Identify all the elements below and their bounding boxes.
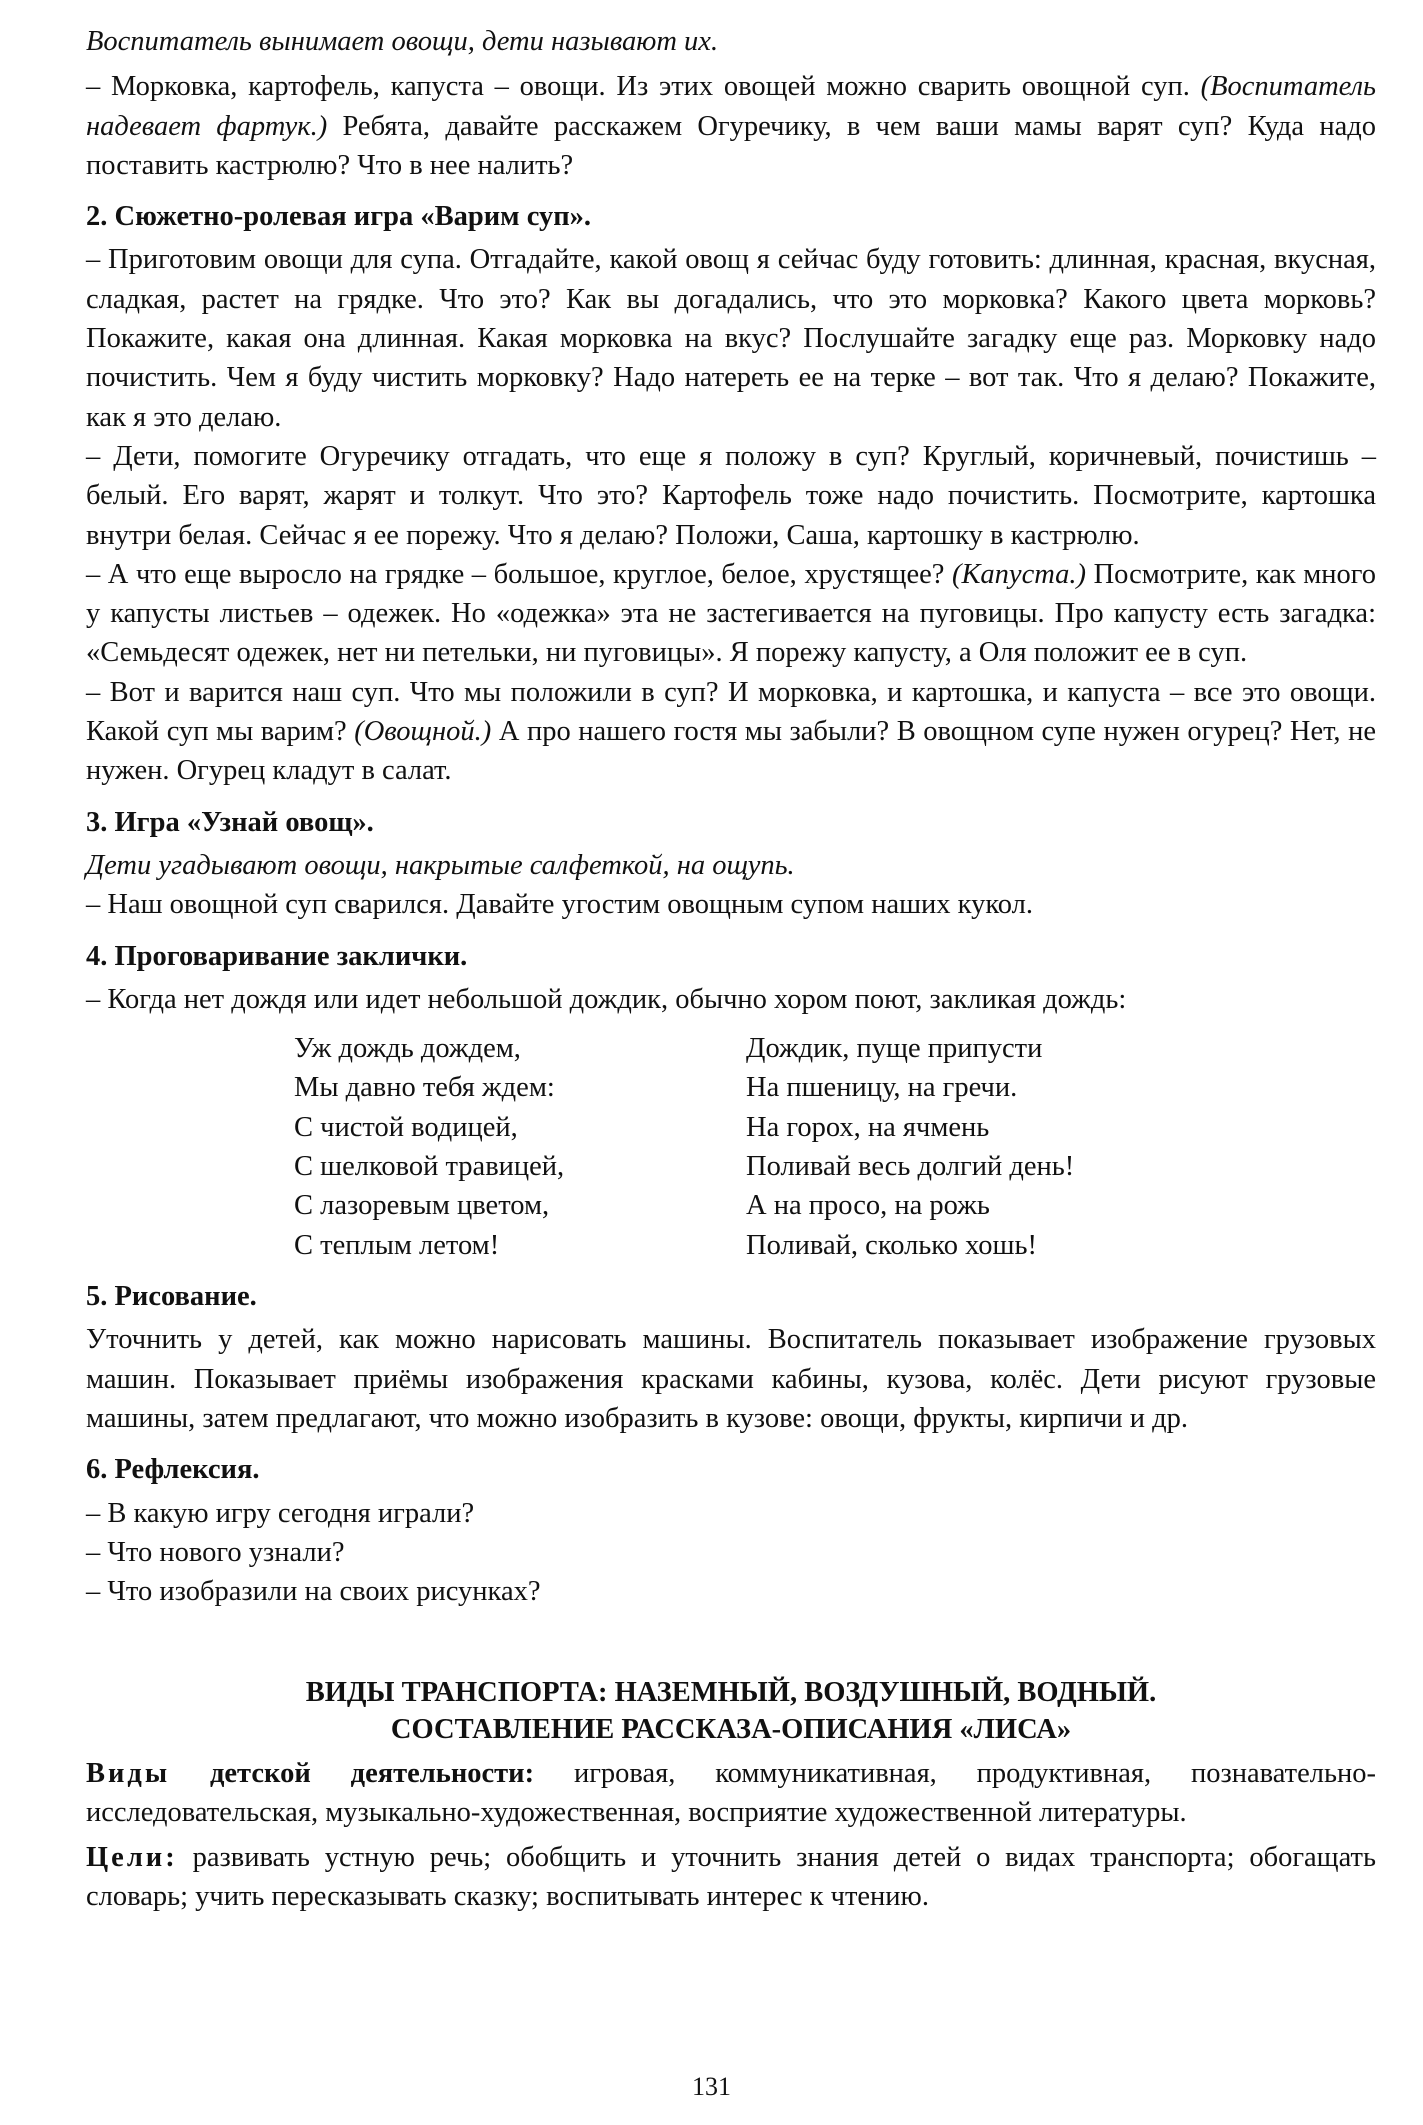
section-2-paragraph-3 (86, 555, 1376, 673)
section-2-paragraph-4 (86, 673, 1376, 791)
poem-line: С лазоревым цветом, (294, 1190, 550, 1222)
poem-right-column (746, 1029, 1074, 1265)
page-number: 131 (692, 2072, 731, 2101)
goals-paragraph (86, 1838, 1376, 1917)
s2p3-text-italic: (Капуста.) (952, 558, 1087, 590)
reflection-question-3: – Что изобразили на своих рисунках? (86, 1576, 541, 1608)
intro-italic-line: Воспитатель вынимает овощи, дети называют их. (86, 26, 719, 57)
poem-line: На горох, на ячмень (746, 1111, 990, 1143)
document-page (86, 22, 1376, 1917)
poem-line: Поливай, сколько хошь! (746, 1229, 1037, 1261)
lesson-title-line-2: СОСТАВЛЕНИЕ РАССКАЗА-ОПИСАНИЯ «ЛИСА» (390, 1713, 1072, 1745)
section-2-heading: 2. Сюжетно-ролевая игра «Варим суп». (86, 201, 592, 233)
s2p4-text-italic: (Овощной.) (354, 716, 492, 748)
poem-line: Уж дождь дождем, (294, 1033, 521, 1065)
intro-text-italic: (Воспитатель надевает фартук.) (86, 71, 1376, 142)
section-3-paragraph: – Наш овощной суп сварился. Давайте угостим овощным супом наших кукол. (86, 889, 1033, 921)
reflection-question-2: – Что нового узнали? (86, 1536, 345, 1568)
poem-line: С шелковой травицей, (294, 1151, 565, 1183)
poem-line: На пшеницу, на гречи. (746, 1072, 1018, 1104)
section-4-heading: 4. Проговаривание заклички. (86, 940, 468, 972)
poem-line: Мы давно тебя ждем: (294, 1072, 555, 1104)
poem-line: Поливай весь долгий день! (746, 1151, 1075, 1183)
s2p4-text-c: А про нашего гостя мы забыли? В овощном супе нужен огурец? Нет, не нужен. Огурец кладут в салат. (86, 716, 1376, 787)
intro-text-c: Ребята, давайте расскажем Огуречику, в чем ваши мамы варят суп? Куда надо поставить кастрюлю? Что в нее налить? (86, 110, 1376, 181)
poem-block (294, 1029, 1376, 1265)
section-2-paragraph-2: – Дети, помогите Огуречику отгадать, что еще я положу в суп? Круглый, коричневый, почистишь – белый. Его варят, жарят и толкут. Что это? Картофель тоже надо почистить. Посмотрите, картошка внутри белая. Сейчас я ее порежу. Что я делаю? Положи, Саша, картошку в кастрюлю. (86, 440, 1376, 551)
section-2-paragraph-1: – Приготовим овощи для супа. Отгадайте, какой овощ я сейчас буду готовить: длинная, красная, вкусная, сладкая, растет на грядке. Что это? Как вы догадались, что это морковка? Какого цвета морковь? Покажите, какая она длинная. Какая морковка на вкус? Послушайте загадку еще раз. Морковку надо почистить. Чем я буду чистить морковку? Надо натереть ее на терке – вот так. Что я делаю? Покажите, как я это делаю. (86, 244, 1376, 433)
section-3-heading: 3. Игра «Узнай овощ». (86, 806, 374, 838)
lesson-title-line-1: ВИДЫ ТРАНСПОРТА: НАЗЕМНЫЙ, ВОЗДУШНЫЙ, ВОДНЫЙ. (305, 1676, 1157, 1708)
poem-line: С чистой водицей, (294, 1111, 518, 1143)
poem-line: А на просо, на рожь (746, 1190, 990, 1222)
goals-text: развивать устную речь; обобщить и уточнить знания детей о видах транспорта; обогащать словарь; учить пересказывать сказку; воспитывать интерес к чтению. (86, 1842, 1376, 1913)
s2p4-text-a: – Вот и варится наш суп. Что мы положили в суп? И морковка, и картошка, и капуста – все это овощи. Какой суп мы варим? (86, 676, 1376, 748)
poem-line: Дождик, пуще припусти (746, 1033, 1043, 1065)
intro-text-a: – Морковка, картофель, капуста – овощи. Из этих овощей можно сварить овощной суп. (86, 71, 1201, 103)
goals-label: Цели: (86, 1842, 178, 1874)
activities-paragraph (86, 1754, 1376, 1833)
s2p3-text-a: – А что еще выросло на грядке – большое, круглое, белое, хрустящее? (86, 558, 952, 590)
section-6-heading: 6. Рефлексия. (86, 1454, 260, 1486)
activities-label-a: Виды (86, 1757, 171, 1789)
s2p3-text-c: Посмотрите, как много у капусты листьев – одежек. Но «одежка» эта не застегивается на пуговицы. Про капусту есть загадка: «Семьдесят одежек, нет ни петельки, ни пуговицы». Я порежу капусту, а Оля положит ее в суп. (86, 558, 1376, 669)
section-3-italic: Дети угадывают овощи, накрытые салфеткой, на ощупь. (86, 849, 795, 881)
poem-line: С теплым летом! (294, 1229, 500, 1261)
reflection-question-1: – В какую игру сегодня играли? (86, 1497, 475, 1529)
section-5-heading: 5. Рисование. (86, 1281, 257, 1313)
section-5-paragraph: Уточнить у детей, как можно нарисовать машины. Воспитатель показывает изображение грузовых машин. Показывает приёмы изображения красками кабины, кузова, колёс. Дети рисуют грузовые машины, затем предлагают, что можно изобразить в кузове: овощи, фрукты, кирпичи и др. (86, 1324, 1376, 1435)
lesson-title (86, 1674, 1376, 1748)
activities-text: игровая, коммуникативная, продуктивная, познавательно-исследовательская, музыкально-художественная, восприятие художественной литературы. (86, 1757, 1376, 1828)
intro-paragraph (86, 67, 1376, 185)
activities-label-b: детской деятельности: (170, 1757, 535, 1789)
poem-left-column (294, 1029, 564, 1265)
section-4-paragraph: – Когда нет дождя или идет небольшой дождик, обычно хором поют, закликая дождь: (86, 983, 1127, 1015)
